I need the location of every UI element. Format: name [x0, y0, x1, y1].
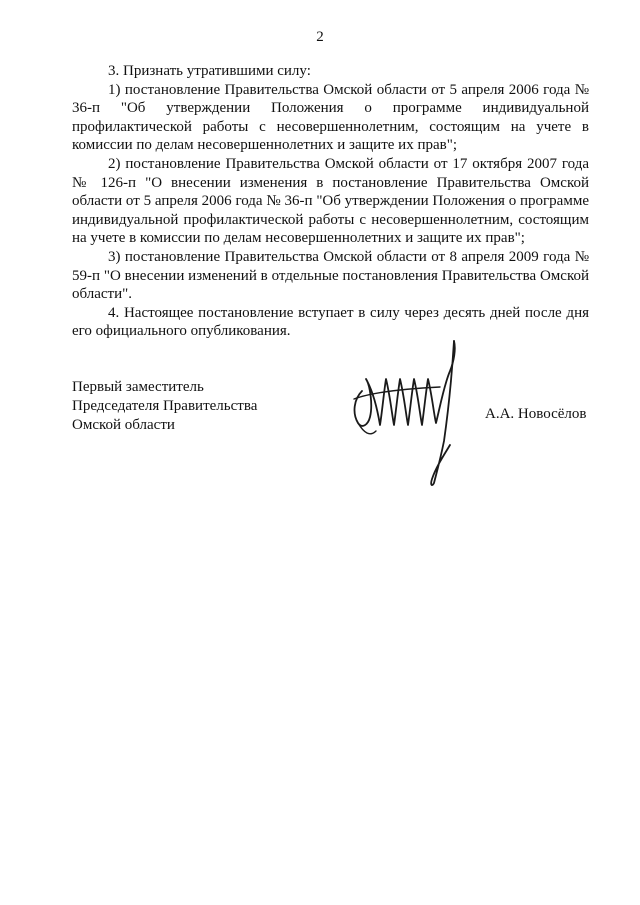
- signer-position-line-2: Председателя Правительства: [72, 398, 258, 414]
- paragraph-item-3-1: 1) постановление Правительства Омской области от 5 апреля 2006 года № 36-п "Об утверждении Положения о программе индивидуальной профилактической работы с несовершеннолетним, состоящим на учете в комиссии по делам несовершеннолетних и защите их прав";: [72, 81, 589, 154]
- handwritten-signature: [340, 333, 470, 491]
- signer-position-line-3: Омской области: [72, 417, 175, 433]
- document-body: [72, 62, 589, 341]
- signer-position: [72, 378, 257, 435]
- paragraph-item-3-3: 3) постановление Правительства Омской области от 8 апреля 2009 года № 59-п "О внесении изменений в отдельные постановления Правительства Омской области".: [72, 248, 589, 303]
- paragraph-item-4: 4. Настоящее постановление вступает в силу через десять дней после дня его официального опубликования.: [72, 304, 589, 340]
- signer-name: А.А. Новосёлов: [485, 406, 587, 422]
- paragraph-item-3: 3. Признать утратившими силу:: [108, 63, 311, 79]
- paragraph-item-3-2: 2) постановление Правительства Омской области от 17 октября 2007 года № 126-п "О внесении изменения в постановление Правительства Омской области от 5 апреля 2006 года № 36-п "Об утверждении Положения о программе индивидуальной профилактической работы с несовершеннолетним, состоящим на учете в комиссии по делам несовершеннолетних и защите их прав";: [72, 155, 589, 247]
- signer-position-line-1: Первый заместитель: [72, 379, 204, 395]
- page-number: 2: [316, 29, 324, 45]
